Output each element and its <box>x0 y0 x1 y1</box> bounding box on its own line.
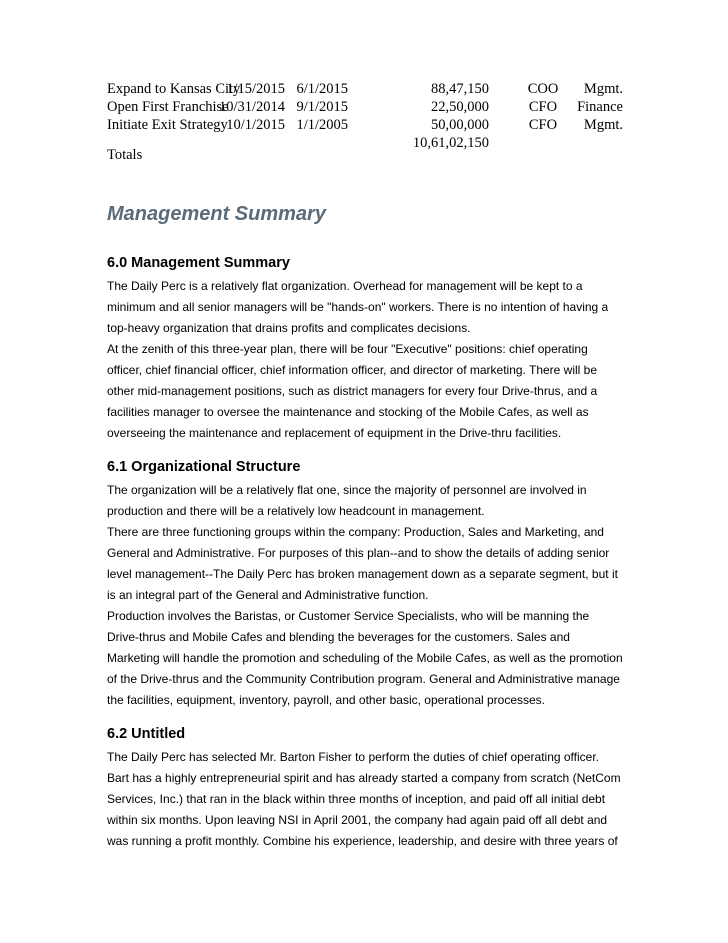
table-row <box>107 116 623 134</box>
paragraph: The Daily Perc is a relatively flat organization. Overhead for management will be kept to a minimum and all senior managers will be "hands-on" workers. There is no intention of having a top-heavy organization that drains profits and complicates decisions. <box>107 279 609 335</box>
paragraph: At the zenith of this three-year plan, there will be four "Executive" positions: chief operating officer, chief financial officer, chief information officer, and director of marketing. There will be other mid-management positions, such as district managers for every four Drive-thrus, and a facilities manager to oversee the maintenance and stocking of the Mobile Cafes, as well as overseeing the maintenance and replacement of equipment in the Drive-thru facilities. <box>107 342 598 440</box>
paragraph: There are three functioning groups within the company: Production, Sales and Marketing, and General and Administrative. For purposes of this plan--and to show the details of adding senior level management--The Daily Perc has broken management down as a separate segment, but it is an integral part of the General and Administrative function. <box>107 525 618 602</box>
totals-row <box>107 134 623 174</box>
department: Mgmt. <box>583 81 623 97</box>
milestone-name: Expand to Kansas City <box>107 81 241 97</box>
budget: 88,47,150 <box>431 81 489 97</box>
start-date: 10/31/2014 <box>218 99 285 115</box>
end-date: 1/1/2005 <box>296 117 348 133</box>
department: Finance <box>577 99 623 115</box>
department: Mgmt. <box>583 117 623 133</box>
section-heading: 6.1 Organizational Structure <box>107 459 301 475</box>
paragraph: Production involves the Baristas, or Customer Service Specialists, who will be manning the Drive-thrus and Mobile Cafes and blending the beverages for the customers. Sales and Marketing will handle the promotion and scheduling of the Mobile Cafes, as well as the promotion of the Drive-thrus and the Community Contribution program. General and Administrative manage the facilities, equipment, inventory, payroll, and other basic, operational processes. <box>107 609 623 707</box>
totals-label: Totals <box>107 147 143 163</box>
start-date: 10/1/2015 <box>226 117 285 133</box>
budget: 50,00,000 <box>431 117 489 133</box>
table-row <box>107 98 623 116</box>
totals-value: 10,61,02,150 <box>412 135 489 151</box>
manager: CFO <box>528 117 558 133</box>
milestone-name: Initiate Exit Strategy <box>107 117 228 133</box>
start-date: 1/15/2015 <box>226 81 285 97</box>
milestones-table <box>107 80 623 174</box>
section-heading: 6.2 Untitled <box>107 726 186 742</box>
budget: 22,50,000 <box>431 99 489 115</box>
end-date: 9/1/2015 <box>296 99 348 115</box>
manager: CFO <box>528 99 558 115</box>
milestone-name: Open First Franchise <box>107 99 229 115</box>
paragraph: The organization will be a relatively flat one, since the majority of personnel are involved in production and there will be a relatively low headcount in management. <box>107 483 587 518</box>
section-heading: 6.0 Management Summary <box>107 255 290 271</box>
end-date: 6/1/2015 <box>296 81 348 97</box>
section-title: Management Summary <box>107 203 326 225</box>
manager: COO <box>527 81 559 97</box>
paragraph: The Daily Perc has selected Mr. Barton Fisher to perform the duties of chief operating officer. Bart has a highly entrepreneurial spirit and has already started a company from scratch (NetCom Services, Inc.) that ran in the black within three months of inception, and paid off all initial debt within six months. Upon leaving NSI in April 2001, the company had again paid off all debt and was running a profit monthly. Combine his experience, leadership, and desire with three years of <box>107 750 621 848</box>
document-body <box>107 253 623 852</box>
table-row <box>107 80 623 98</box>
